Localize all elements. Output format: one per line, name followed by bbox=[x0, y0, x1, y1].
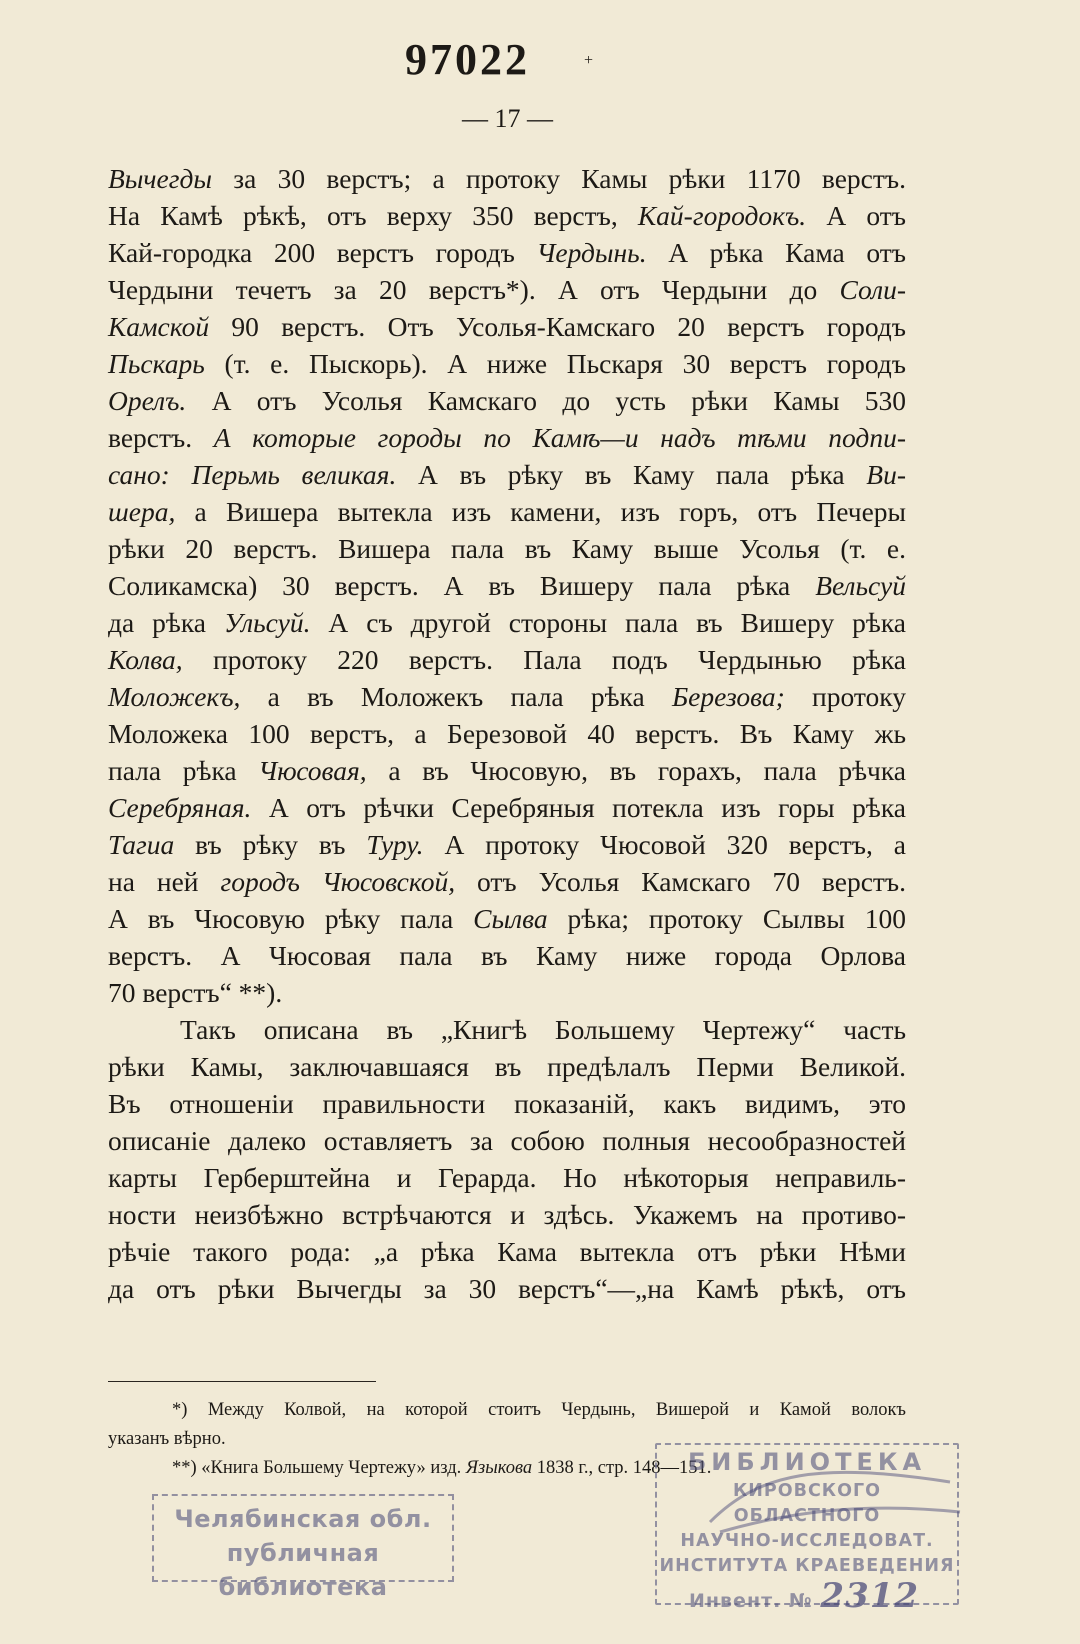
page-number: — 17 — bbox=[462, 104, 553, 133]
text-run: карты Герберштейна и Герарда. Но нѣкоторыя неправиль- bbox=[108, 1162, 906, 1193]
text-run: Моложека 100 верстъ, а Березовой 40 верстъ. Въ Каму жь bbox=[108, 718, 906, 749]
main-text-line bbox=[108, 1085, 906, 1122]
text-run: А въ Чюсовую рѣку пала bbox=[108, 903, 474, 934]
text-run: въ рѣку въ bbox=[174, 829, 367, 860]
text-run: да отъ рѣки Вычегды за 30 верстъ“—„на Камѣ рѣкѣ, отъ bbox=[108, 1273, 906, 1304]
text-run: рѣки Камы, заключавшаяся въ предѣлалъ Перми Великой. bbox=[108, 1051, 906, 1082]
stamp-right-line3: НАУЧНО-ИССЛЕДОВАТ. bbox=[680, 1531, 934, 1551]
text-run: А рѣка Кама отъ bbox=[646, 237, 906, 268]
main-text-line bbox=[108, 900, 906, 937]
text-run: а въ Чюсовую, въ горахъ, пала рѣчка bbox=[366, 755, 906, 786]
main-text-line bbox=[108, 1233, 906, 1270]
italic-text: Серебряная. bbox=[108, 792, 252, 823]
main-text-line bbox=[108, 419, 906, 456]
text-run: указанъ вѣрно. bbox=[108, 1429, 226, 1449]
main-text-line bbox=[108, 789, 906, 826]
stamp-right-line4: ИНСТИТУТА КРАЕВЕДЕНИЯ bbox=[659, 1556, 955, 1576]
italic-text: Колва, bbox=[108, 644, 183, 675]
text-run: верстъ. bbox=[108, 422, 214, 453]
italic-text: Ульсуй. bbox=[223, 607, 311, 638]
italic-text: Кай-городокъ. bbox=[637, 200, 807, 231]
text-run: да рѣка bbox=[108, 607, 224, 638]
text-run: Чердыни течетъ за 20 верстъ*). А отъ Чердыни до bbox=[108, 274, 840, 305]
stamp-right-line1: БИБЛИОТЕКА bbox=[687, 1448, 927, 1476]
main-text-line bbox=[108, 1196, 906, 1233]
italic-text: Чюсовая, bbox=[258, 755, 367, 786]
footnote-divider bbox=[108, 1381, 376, 1382]
library-stamp-chelyabinsk bbox=[152, 1494, 454, 1601]
italic-text: Тагиа bbox=[108, 829, 175, 860]
italic-text: сано: Перьмь великая. bbox=[108, 459, 397, 490]
text-run: за 30 верстъ; а протоку Камы рѣки 1170 верстъ. bbox=[212, 163, 906, 194]
text-run: верстъ. А Чюсовая пала въ Каму ниже города Орлова bbox=[108, 940, 906, 971]
main-text-line bbox=[108, 678, 906, 715]
stamp-right-line2: КИРОВСКОГО ОБЛАСТНОГО bbox=[732, 1481, 882, 1526]
text-run: А отъ Усолья Камскаго до усть рѣки Камы 530 bbox=[186, 385, 906, 416]
signature-scrawl bbox=[700, 1452, 970, 1542]
main-text-line bbox=[108, 974, 906, 1011]
main-text-line bbox=[108, 937, 906, 974]
text-run: Въ отношеніи правильности показаній, какъ видимъ, это bbox=[108, 1088, 906, 1119]
text-run: описаніе далеко оставляетъ за собою полныя несообразностей bbox=[108, 1125, 906, 1156]
italic-text: Соли- bbox=[839, 274, 906, 305]
italic-text: Пьскарь bbox=[108, 348, 205, 379]
text-run: **) «Книга Большему Чертежу» изд. bbox=[172, 1458, 466, 1478]
main-text-line bbox=[108, 160, 906, 197]
main-text-line bbox=[108, 345, 906, 382]
main-text-line bbox=[108, 604, 906, 641]
text-run: протоку bbox=[784, 681, 906, 712]
main-text-line bbox=[108, 271, 906, 308]
text-run: а въ Моложекъ пала рѣка bbox=[240, 681, 672, 712]
text-run: А протоку Чюсовой 320 верстъ, а bbox=[423, 829, 907, 860]
italic-text: Сылва bbox=[473, 903, 548, 934]
main-text-line bbox=[108, 1270, 906, 1307]
stamp-left-line1: Челябинская обл. bbox=[174, 1505, 432, 1533]
main-text-line bbox=[108, 715, 906, 752]
main-text-line bbox=[108, 1159, 906, 1196]
main-text-line bbox=[108, 863, 906, 900]
text-run: ности неизбѣжно встрѣчаются и здѣсь. Укажемъ на противо- bbox=[108, 1199, 906, 1230]
text-run: на ней bbox=[108, 866, 221, 897]
stamp-inventory-label: Инвент. № bbox=[689, 1590, 813, 1612]
italic-text: Моложекъ, bbox=[108, 681, 241, 712]
text-run: А отъ bbox=[806, 200, 906, 231]
italic-text: А которые городы по Камѣ—и надъ тѣми подпи- bbox=[213, 422, 906, 453]
text-run: Такъ описана въ „Книгѣ Большему Чертежу“ часть bbox=[180, 1014, 906, 1045]
main-text-line bbox=[108, 1011, 906, 1048]
stamp-left-line2: публичная библиотека bbox=[218, 1539, 388, 1601]
text-run: пала рѣка bbox=[108, 755, 259, 786]
stamp-inventory-line bbox=[657, 1576, 957, 1618]
text-run: А въ рѣку въ Каму пала рѣка bbox=[396, 459, 867, 490]
main-text-line bbox=[108, 641, 906, 678]
text-run: Кай-городка 200 верстъ городъ bbox=[108, 237, 537, 268]
main-text bbox=[108, 160, 906, 1307]
inventory-mark: + bbox=[584, 52, 594, 69]
text-run: А съ другой стороны пала въ Вишеру рѣка bbox=[310, 607, 906, 638]
italic-text: Орелъ. bbox=[108, 385, 187, 416]
text-run: отъ Усолья Камскаго 70 верстъ. bbox=[455, 866, 907, 897]
italic-text: городъ Чюсовской, bbox=[220, 866, 456, 897]
text-run: *) Между Колвой, на которой стоитъ Чердынь, Вишерой и Камой волокъ bbox=[172, 1400, 906, 1420]
text-run: На Камѣ рѣкѣ, отъ верху 350 верстъ, bbox=[108, 200, 638, 231]
main-text-line bbox=[108, 308, 906, 345]
italic-text: Туру. bbox=[366, 829, 424, 860]
text-run: А отъ рѣчки Серебряныя потекла изъ горы рѣка bbox=[251, 792, 906, 823]
text-run: 90 верстъ. Отъ Усолья-Камскаго 20 верстъ городъ bbox=[209, 311, 906, 342]
main-text-line bbox=[108, 1048, 906, 1085]
main-text-line bbox=[108, 197, 906, 234]
main-text-line bbox=[108, 456, 906, 493]
text-run: а Вишера вытекла изъ камени, изъ горъ, отъ Печеры bbox=[175, 496, 906, 527]
main-text-line bbox=[108, 530, 906, 567]
italic-text: Языкова bbox=[465, 1458, 533, 1478]
italic-text: Березова; bbox=[671, 681, 785, 712]
italic-text: Вычегды bbox=[108, 163, 213, 194]
text-run: рѣка; протоку Сылвы 100 bbox=[547, 903, 906, 934]
text-run: рѣки 20 верстъ. Вишера пала въ Каму выше Усолья (т. е. bbox=[108, 533, 906, 564]
text-run: (т. е. Пыскорь). А ниже Пьскаря 30 верстъ городъ bbox=[204, 348, 906, 379]
main-text-line bbox=[108, 567, 906, 604]
text-run: 70 верстъ“ **). bbox=[108, 977, 283, 1008]
text-run: протоку 220 верстъ. Пала подъ Чердынью рѣка bbox=[182, 644, 906, 675]
main-text-line bbox=[108, 752, 906, 789]
text-run: рѣчіе такого рода: „а рѣка Кама вытекла отъ рѣки Нѣми bbox=[108, 1236, 906, 1267]
footnote-line bbox=[108, 1396, 906, 1425]
main-text-line bbox=[108, 826, 906, 863]
stamp-inventory-number: 2312 bbox=[820, 1576, 920, 1616]
main-text-line bbox=[108, 493, 906, 530]
main-text-line bbox=[108, 1122, 906, 1159]
italic-text: Вельсуй bbox=[815, 570, 906, 601]
main-text-line bbox=[108, 382, 906, 419]
text-run: Соликамска) 30 верстъ. А въ Вишеру пала рѣка bbox=[108, 570, 816, 601]
italic-text: Чердынь. bbox=[536, 237, 647, 268]
italic-text: Камской bbox=[108, 311, 210, 342]
italic-text: Ви- bbox=[866, 459, 906, 490]
main-text-line bbox=[108, 234, 906, 271]
italic-text: шера, bbox=[108, 496, 176, 527]
text-run: 1838 г., стр. 148—151. bbox=[532, 1458, 712, 1478]
inventory-number: 97022 bbox=[405, 35, 530, 84]
